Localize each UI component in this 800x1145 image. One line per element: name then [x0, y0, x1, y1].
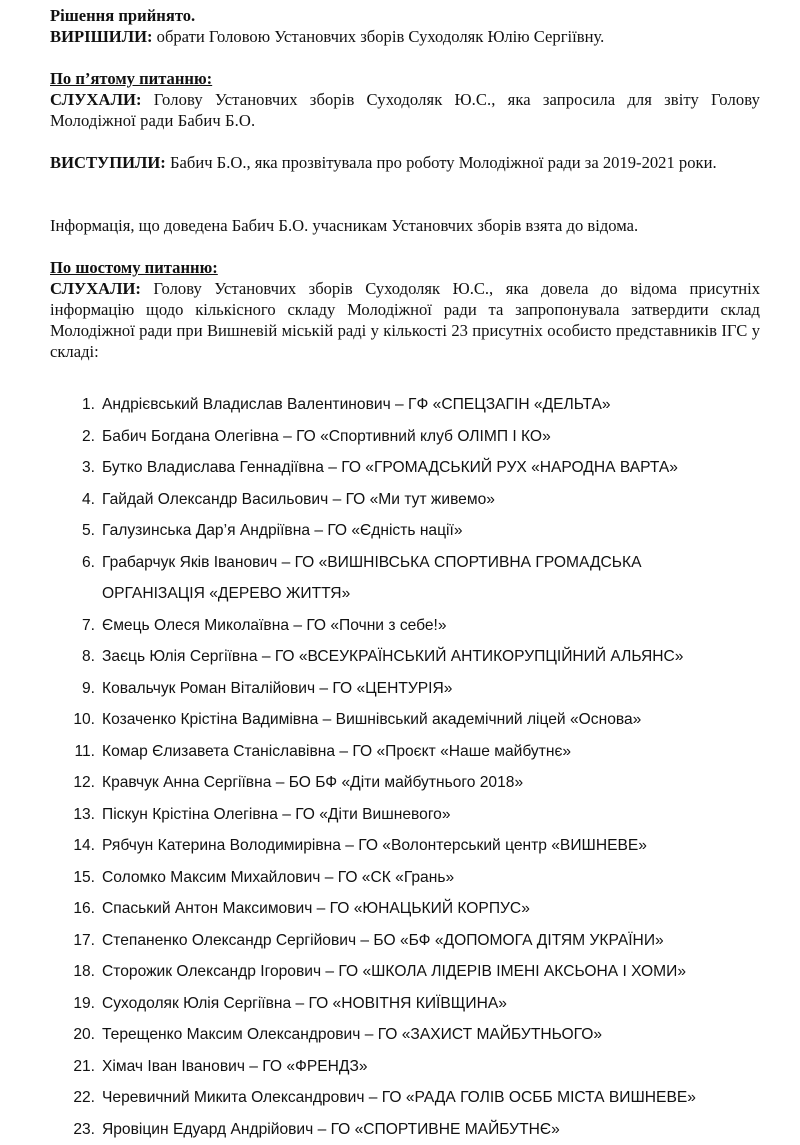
decided-label: ВИРІШИЛИ: [50, 27, 153, 46]
item-number: 11. [50, 736, 95, 768]
item-text: Соломко Максим Михайлович – ГО «СК «Грань» [102, 862, 454, 894]
item-text: Грабарчук Яків Іванович – ГО «ВИШНІВСЬКА СПОРТИВНА ГРОМАДСЬКА [102, 547, 641, 579]
item-number: 3. [50, 452, 95, 484]
item-number: 1. [50, 389, 95, 421]
item-number: 10. [50, 704, 95, 736]
item-number: 18. [50, 956, 95, 988]
decision-adopted-line [50, 5, 760, 26]
item-text: Піскун Крістіна Олегівна – ГО «Діти Вишневого» [102, 799, 451, 831]
item-number: 14. [50, 830, 95, 862]
q5-info-paragraph: Інформація, що доведена Бабич Б.О. учасникам Установчих зборів взята до відома. [50, 215, 760, 236]
item-number: 2. [50, 421, 95, 453]
item-text: Ковальчук Роман Віталійович – ГО «ЦЕНТУРІЯ» [102, 673, 452, 705]
item-text-continued: ОРГАНІЗАЦІЯ «ДЕРЕВО ЖИТТЯ» [102, 578, 350, 610]
item-number: 16. [50, 893, 95, 925]
q5-spoke-text: Бабич Б.О., яка прозвітувала про роботу Молодіжної ради за 2019-2021 роки. [166, 153, 717, 172]
item-text: Гайдай Олександр Васильович – ГО «Ми тут живемо» [102, 484, 495, 516]
decided-paragraph [50, 26, 760, 47]
item-number: 21. [50, 1051, 95, 1083]
item-text: Суходоляк Юлія Сергіївна – ГО «НОВІТНЯ КИЇВЩИНА» [102, 988, 507, 1020]
q5-heard-paragraph [50, 89, 760, 131]
item-text: Яровіцин Едуард Андрійович – ГО «СПОРТИВНЕ МАЙБУТНЄ» [102, 1114, 560, 1145]
item-text: Черевичний Микита Олександрович – ГО «РАДА ГОЛІВ ОСББ МІСТА ВИШНЕВЕ» [102, 1082, 696, 1114]
item-text: Козаченко Крістіна Вадимівна – Вишнівський академічний ліцей «Основа» [102, 704, 641, 736]
q5-spoke-label: ВИСТУПИЛИ: [50, 153, 166, 172]
q5-heard-text: Голову Установчих зборів Суходоляк Ю.С., яка запросила для звіту Голову Молодіжної ради Бабич Б.О. [50, 90, 760, 130]
item-text: Рябчун Катерина Володимирівна – ГО «Волонтерський центр «ВИШНЕВЕ» [102, 830, 647, 862]
q6-heard-text: Голову Установчих зборів Суходоляк Ю.С., яка довела до відома присутніх інформацію щодо кількісного складу Молодіжної ради та запропонувала затвердити склад Молодіжної ради при Вишневій міській раді у кількості 23 присутніх особисто представників ІГС у складі: [50, 279, 760, 361]
q5-heard-label: СЛУХАЛИ: [50, 90, 142, 109]
q6-heard-label: СЛУХАЛИ: [50, 279, 141, 298]
item-number: 12. [50, 767, 95, 799]
item-text: Бабич Богдана Олегівна – ГО «Спортивний клуб ОЛІМП І КО» [102, 421, 551, 453]
item-text: Хімач Іван Іванович – ГО «ФРЕНДЗ» [102, 1051, 368, 1083]
item-number: 8. [50, 641, 95, 673]
q6-heard-paragraph [50, 278, 760, 362]
question-6-heading: По шостому питанню: [50, 257, 218, 278]
item-text: Галузинська Дар’я Андріївна – ГО «Єдність нації» [102, 515, 463, 547]
item-number: 5. [50, 515, 95, 547]
item-number: 6. [50, 547, 95, 579]
item-number: 13. [50, 799, 95, 831]
item-number: 20. [50, 1019, 95, 1051]
item-number: 22. [50, 1082, 95, 1114]
item-text: Комар Єлизавета Станіславівна – ГО «Проєкт «Наше майбутнє» [102, 736, 571, 768]
item-text: Терещенко Максим Олександрович – ГО «ЗАХИСТ МАЙБУТНЬОГО» [102, 1019, 602, 1051]
question-5-heading: По п’ятому питанню: [50, 68, 212, 89]
item-number: 15. [50, 862, 95, 894]
q5-spoke-paragraph [50, 152, 760, 173]
decision-adopted-text: Рішення прийнято. [50, 6, 195, 25]
item-number: 7. [50, 610, 95, 642]
item-text: Бутко Владислава Геннадіївна – ГО «ГРОМАДСЬКИЙ РУХ «НАРОДНА ВАРТА» [102, 452, 678, 484]
item-text: Ємець Олеся Миколаївна – ГО «Почни з себе!» [102, 610, 447, 642]
item-number: 17. [50, 925, 95, 957]
item-text: Андрієвський Владислав Валентинович – ГФ «СПЕЦЗАГІН «ДЕЛЬТА» [102, 389, 611, 421]
item-text: Степаненко Олександр Сергійович – БО «БФ «ДОПОМОГА ДІТЯМ УКРАЇНИ» [102, 925, 664, 957]
item-number: 19. [50, 988, 95, 1020]
item-text: Кравчук Анна Сергіївна – БО БФ «Діти майбутнього 2018» [102, 767, 523, 799]
item-text: Заєць Юлія Сергіївна – ГО «ВСЕУКРАЇНСЬКИЙ АНТИКОРУПЦІЙНИЙ АЛЬЯНС» [102, 641, 683, 673]
item-text: Спаський Антон Максимович – ГО «ЮНАЦЬКИЙ КОРПУС» [102, 893, 530, 925]
item-text: Сторожик Олександр Ігорович – ГО «ШКОЛА ЛІДЕРІВ ІМЕНІ АКСЬОНА І ХОМИ» [102, 956, 686, 988]
item-number: 23. [50, 1114, 95, 1145]
decided-text: обрати Головою Установчих зборів Суходоляк Юлію Сергіївну. [153, 27, 605, 46]
item-number: 4. [50, 484, 95, 516]
item-number: 9. [50, 673, 95, 705]
